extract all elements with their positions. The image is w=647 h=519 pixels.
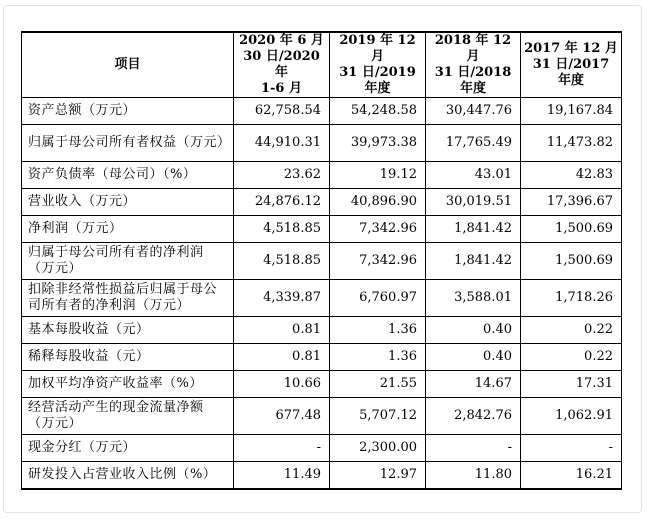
header-line: 2018 年 12 月 (434, 33, 512, 64)
table-cell: 0.81 (234, 344, 330, 371)
row-label: 研发投入占营业收入比例（%） (22, 462, 234, 490)
table-cell: 7,342.96 (330, 243, 426, 280)
table-cell: - (521, 435, 622, 462)
header-line: 31 日/2017 (532, 57, 610, 72)
table-cell: 6,760.97 (330, 280, 426, 317)
row-label: 净利润（万元） (22, 216, 234, 243)
header-line: 2019 年 12 月 (339, 33, 416, 64)
table-cell: 54,248.58 (330, 98, 426, 125)
header-line: 年度 (557, 73, 584, 88)
row-label: 扣除非经常性损益后归属于母公司所有者的净利润（万元） (22, 280, 234, 317)
header-line: 2017 年 12 月 (524, 41, 618, 56)
table-cell: 10.66 (234, 371, 330, 398)
row-label: 资产负债率（母公司）（%） (22, 162, 234, 189)
table-cell: 2,842.76 (426, 398, 521, 435)
table-cell: 62,758.54 (234, 98, 330, 125)
table-cell: 1,841.42 (426, 216, 521, 243)
table-cell: 1,500.69 (521, 243, 622, 280)
table-cell: 44,910.31 (234, 125, 330, 162)
table-cell: 2,300.00 (330, 435, 426, 462)
table-cell: 677.48 (234, 398, 330, 435)
table-cell: 4,339.87 (234, 280, 330, 317)
table-cell: 16.21 (521, 462, 622, 490)
table-cell: 11.80 (426, 462, 521, 490)
table-row (22, 216, 622, 243)
table-cell: 1.36 (330, 344, 426, 371)
row-label: 基本每股收益（元） (22, 317, 234, 344)
table-cell: 0.40 (426, 317, 521, 344)
table-row (22, 162, 622, 189)
table-cell: 5,707.12 (330, 398, 426, 435)
header-period-2018 (426, 32, 521, 98)
table-cell: 1.36 (330, 317, 426, 344)
header-row (22, 32, 622, 98)
table-cell: 39,973.38 (330, 125, 426, 162)
table-cell: 40,896.90 (330, 189, 426, 216)
table-cell: 1,062.91 (521, 398, 622, 435)
header-line: 1-6 月 (260, 81, 302, 96)
row-label: 经营活动产生的现金流量净额（万元） (22, 398, 234, 435)
table-row (22, 98, 622, 125)
table-cell: 1,841.42 (426, 243, 521, 280)
table-cell: 23.62 (234, 162, 330, 189)
header-line: 31 日/2018 (434, 65, 512, 80)
table-row (22, 435, 622, 462)
row-label: 资产总额（万元） (22, 98, 234, 125)
table-cell: 42.83 (521, 162, 622, 189)
table-cell: 0.22 (521, 317, 622, 344)
table-cell: 4,518.85 (234, 216, 330, 243)
table-row (22, 462, 622, 490)
header-item: 项目 (22, 32, 234, 98)
table-cell: 21.55 (330, 371, 426, 398)
table-cell: 1,500.69 (521, 216, 622, 243)
table-row (22, 125, 622, 162)
table-row (22, 371, 622, 398)
header-line: 年度 (459, 81, 486, 96)
table-row (22, 189, 622, 216)
header-period-2020h1 (234, 32, 330, 98)
header-line: 年度 (364, 81, 391, 96)
table-cell: 19,167.84 (521, 98, 622, 125)
header-line: 2020 年 6 月 (239, 33, 324, 48)
table-row (22, 398, 622, 435)
table-cell: 0.22 (521, 344, 622, 371)
row-label: 稀释每股收益（元） (22, 344, 234, 371)
table-cell: 17,765.49 (426, 125, 521, 162)
table-cell: 30,019.51 (426, 189, 521, 216)
table-cell: - (426, 435, 521, 462)
table-cell: 4,518.85 (234, 243, 330, 280)
row-label: 归属于母公司所有者权益（万元） (22, 125, 234, 162)
financial-data-table (21, 31, 622, 490)
table-cell: 0.40 (426, 344, 521, 371)
table-cell: 17.31 (521, 371, 622, 398)
header-line: 31 日/2019 (339, 65, 416, 80)
header-period-2017 (521, 32, 622, 98)
table-cell: 17,396.67 (521, 189, 622, 216)
table-cell: 0.81 (234, 317, 330, 344)
table-cell: 14.67 (426, 371, 521, 398)
header-period-2019 (330, 32, 426, 98)
table-row (22, 317, 622, 344)
table-row (22, 280, 622, 317)
row-label: 加权平均净资产收益率（%） (22, 371, 234, 398)
header-line: 30 日/2020 年 (243, 49, 320, 80)
table-cell: 11.49 (234, 462, 330, 490)
table-cell: 11,473.82 (521, 125, 622, 162)
table-cell: 12.97 (330, 462, 426, 490)
table-row (22, 344, 622, 371)
table-cell: 30,447.76 (426, 98, 521, 125)
row-label: 营业收入（万元） (22, 189, 234, 216)
row-label: 现金分红（万元） (22, 435, 234, 462)
table-cell: 24,876.12 (234, 189, 330, 216)
table-cell: 3,588.01 (426, 280, 521, 317)
table-cell: 43.01 (426, 162, 521, 189)
table-cell: 19.12 (330, 162, 426, 189)
table-cell: 7,342.96 (330, 216, 426, 243)
table-row (22, 243, 622, 280)
table-cell: - (234, 435, 330, 462)
row-label: 归属于母公司所有者的净利润（万元） (22, 243, 234, 280)
table-cell: 1,718.26 (521, 280, 622, 317)
